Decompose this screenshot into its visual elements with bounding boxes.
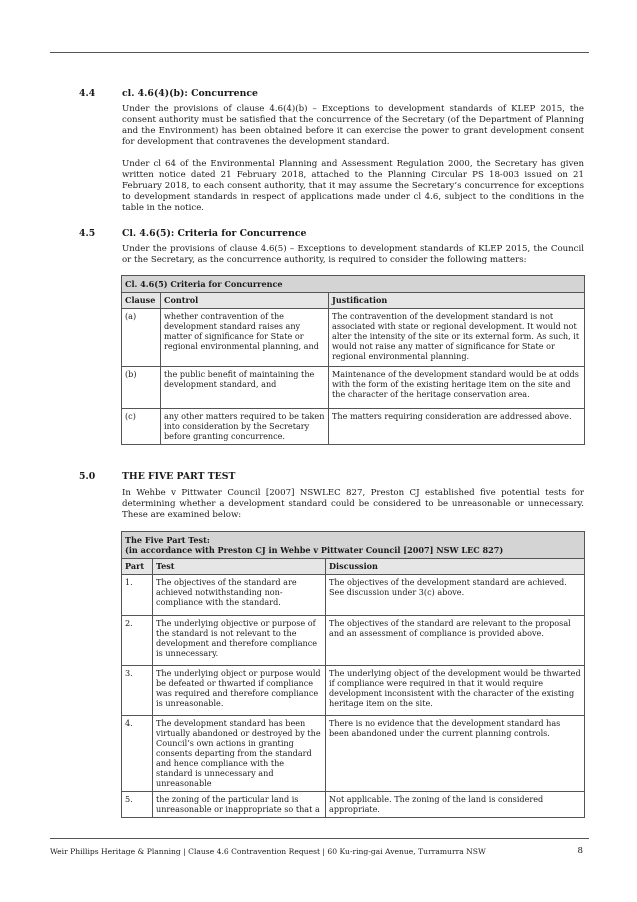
table-cell: The objectives of the development standard are achieved. See discussion under 3(c) above. [326, 575, 585, 616]
table-cell: the public benefit of maintaining the development standard, and [161, 367, 329, 409]
section-4-4-title: cl. 4.6(4)(b): Concurrence [122, 88, 258, 99]
table-caption-row [122, 276, 585, 293]
table-cell: The underlying object or purpose would be defeated or thwarted if compliance was required and therefore compliance is unreasonable. [153, 666, 326, 716]
table-cell: any other matters required to be taken into consideration by the Secretary before granting concurrence. [161, 409, 329, 445]
section-5-0-title: THE FIVE PART TEST [122, 471, 236, 482]
table-row [122, 575, 585, 616]
table-cell: Maintenance of the development standard would be at odds with the form of the existing heritage item on the site and the character of the heritage conservation area. [329, 367, 585, 409]
section-4-5-paragraph: Under the provisions of clause 4.6(5) – Exceptions to development standards of KLEP 2015, the Council or the Secretary, as the concurrence authority, is required to consider the following matters: [122, 244, 584, 265]
table-cell: (c) [122, 409, 161, 445]
section-4-4-number: 4.4 [79, 88, 96, 99]
table-cell: The objectives of the standard are achieved notwithstanding non-compliance with the standard. [153, 575, 326, 616]
table-header-row [122, 293, 585, 309]
column-header-discussion: Discussion [326, 559, 585, 575]
table-caption-line-2: (in accordance with Preston CJ in Wehbe v Pittwater Council [2007] NSW LEC 827) [125, 545, 504, 555]
table-caption [122, 532, 585, 559]
table-cell: There is no evidence that the development standard has been abandoned under the current planning controls. [326, 716, 585, 792]
table-cell: (b) [122, 367, 161, 409]
table-row [122, 616, 585, 666]
page-number: 8 [577, 846, 583, 856]
table-cell: 4. [122, 716, 153, 792]
column-header-part: Part [122, 559, 153, 575]
table-cell: whether contravention of the development standard raises any matter of significance for State or regional environmental planning, and [161, 309, 329, 367]
table-cell: Not applicable. The zoning of the land is considered appropriate. [326, 792, 585, 818]
table-caption-row [122, 532, 585, 559]
concurrence-criteria-table [121, 275, 585, 445]
section-5-0-paragraph: In Wehbe v Pittwater Council [2007] NSWLEC 827, Preston CJ established five potential tests for determining whether a development standard could be considered to be unreasonable or unnecessary. These are examined below: [122, 488, 584, 520]
table-cell: The underlying object of the development would be thwarted if compliance were required in that it would require development inconsistent with the character of the existing heritage item on the site. [326, 666, 585, 716]
section-5-0-number: 5.0 [79, 471, 96, 482]
section-4-5-title: Cl. 4.6(5): Criteria for Concurrence [122, 228, 307, 239]
footer-rule [50, 838, 589, 839]
table-header-row [122, 559, 585, 575]
footer-text: Weir Phillips Heritage & Planning | Clause 4.6 Contravention Request | 60 Ku-ring-gai Avenue, Turramurra NSW [50, 847, 486, 856]
section-4-5-number: 4.5 [79, 228, 96, 239]
table-row [122, 792, 585, 818]
table-cell: 5. [122, 792, 153, 818]
table-cell: The underlying objective or purpose of the standard is not relevant to the development and therefore compliance is unnecessary. [153, 616, 326, 666]
table-row [122, 367, 585, 409]
header-rule [50, 52, 589, 53]
table-cell: 1. [122, 575, 153, 616]
table-cell: The matters requiring consideration are addressed above. [329, 409, 585, 445]
table-cell: (a) [122, 309, 161, 367]
column-header-justification: Justification [329, 293, 585, 309]
table-row [122, 666, 585, 716]
column-header-control: Control [161, 293, 329, 309]
section-4-4-paragraph-2: Under cl 64 of the Environmental Planning and Assessment Regulation 2000, the Secretary has given written notice dated 21 February 2018, attached to the Planning Circular PS 18-003 issued on 21 February 2018, to each consent authority, that it may assume the Secretary’s concurrence for exceptions to development standards in respect of applications made under cl 4.6, subject to the conditions in the table in the notice. [122, 159, 584, 213]
table-row [122, 409, 585, 445]
section-4-4-paragraph-1: Under the provisions of clause 4.6(4)(b) – Exceptions to development standards of KLEP 2015, the consent authority must be satisfied that the concurrence of the Secretary (of the Department of Planning and the Environment) has been obtained before it can exercise the power to grant development consent for development that contravenes the development standard. [122, 104, 584, 147]
table-caption-line-1: The Five Part Test: [125, 535, 210, 545]
table-cell: the zoning of the particular land is unreasonable or inappropriate so that a [153, 792, 326, 818]
table-cell: 3. [122, 666, 153, 716]
table-caption: Cl. 4.6(5) Criteria for Concurrence [122, 276, 585, 293]
table-row [122, 716, 585, 792]
table-row [122, 309, 585, 367]
column-header-test: Test [153, 559, 326, 575]
table-cell: 2. [122, 616, 153, 666]
table-cell: The development standard has been virtually abandoned or destroyed by the Council’s own actions in granting consents departing from the standard and hence compliance with the standard is unnecessary and unreasonable [153, 716, 326, 792]
table-cell: The contravention of the development standard is not associated with state or regional development. It would not alter the intensity of the site or its external form. As such, it would not raise any matter of significance for State or regional environmental planning. [329, 309, 585, 367]
table-cell: The objectives of the standard are relevant to the proposal and an assessment of compliance is provided above. [326, 616, 585, 666]
five-part-test-table [121, 531, 585, 818]
column-header-clause: Clause [122, 293, 161, 309]
